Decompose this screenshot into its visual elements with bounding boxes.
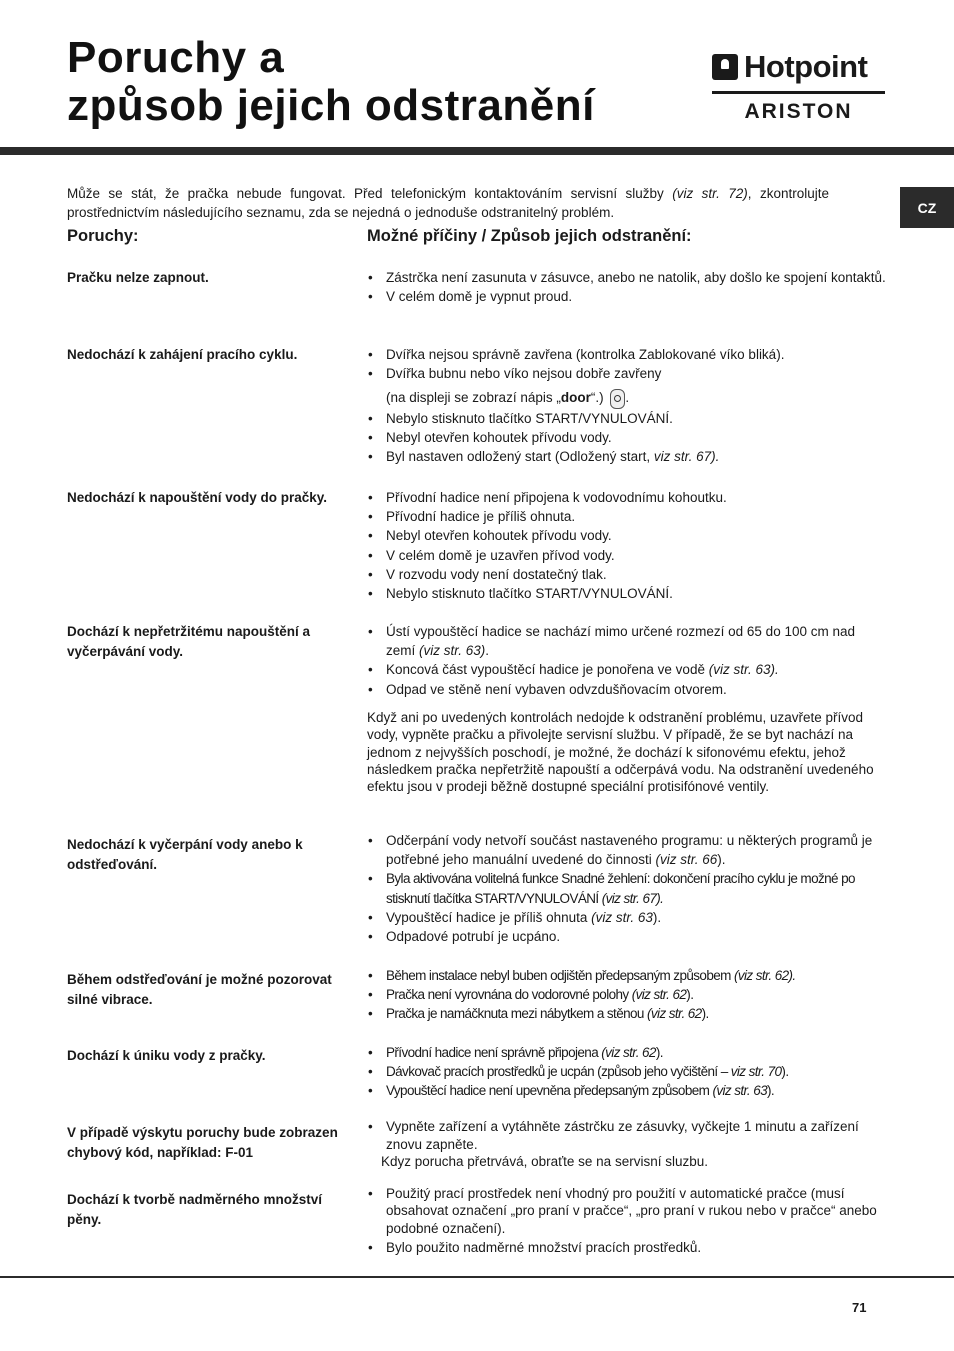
list-item: • Ústí vypouštěcí hadice se nachází mimo určené rozmezí od 65 do 100 cm nad zemí (viz str. 63). xyxy=(367,622,887,660)
door-lock-icon xyxy=(610,389,625,409)
fault-label: Pračku nelze zapnout. xyxy=(67,270,209,285)
fault-label: Nedochází k vyčerpání vody anebo k odstřeďování. xyxy=(67,837,303,872)
fault-label: Během odstřeďování je možné pozorovat silné vibrace. xyxy=(67,972,332,1007)
list-item: • Dvířka nejsou správně zavřena (kontrolka Zablokované víko bliká). xyxy=(367,345,887,364)
logo-brand: Hotpoint xyxy=(744,49,868,84)
hotpoint-logo-icon xyxy=(712,54,738,80)
list-item: • Vypouštěcí hadice není upevněna předepsaným způsobem (viz str. 63). xyxy=(367,1081,887,1100)
intro-text: Může se stát, že pračka nebude fungovat. Před telefonickým kontaktováním servisní služby (viz str. 72), zkontrolujte prostřednictvím následujícího seznamu, zda se nejedná o jednoduše odstranitelný problém. xyxy=(67,186,829,220)
page-number: 71 xyxy=(852,1300,867,1315)
list-item: • Pračka je namáčknuta mezi nábytkem a stěnou (viz str. 62). xyxy=(367,1004,887,1023)
list-item: • V rozvodu vody není dostatečný tlak. xyxy=(367,565,887,584)
cause-list xyxy=(367,1185,887,1257)
list-item: • Dvířka bubnu nebo víko nejsou dobře zavřeny (na displeji se zobrazí nápis „door“.) . xyxy=(367,364,887,409)
list-item: • Byl nastaven odložený start (Odložený start, viz str. 67). xyxy=(367,447,887,466)
fault-label: V případě výskytu poruchy bude zobrazen chybový kód, například: F-01 xyxy=(67,1125,338,1160)
list-item: • Nebyl otevřen kohoutek přívodu vody. xyxy=(367,428,887,447)
cause-list xyxy=(367,345,887,466)
list-item: • Během instalace nebyl buben odjištěn předepsaným způsobem (viz str. 62). xyxy=(367,966,887,985)
list-item: • Přívodní hadice je příliš ohnuta. xyxy=(367,507,887,526)
list-item: • Dávkovač pracích prostředků je ucpán (způsob jeho vyčištění – viz str. 70). xyxy=(367,1062,887,1081)
list-item: • Použitý prací prostředek není vhodný pro použití v automatické pračce (musí obsahovat označení „pro praní v pračce“, „pro praní v rukou nebo v pračce“ anebo podobné označení). xyxy=(367,1185,887,1237)
fault-label: Nedochází k napouštění vody do pračky. xyxy=(67,490,328,505)
footer-divider xyxy=(0,1276,954,1278)
cause-list xyxy=(367,1118,887,1171)
intro-ref: (viz str. 72) xyxy=(672,186,748,201)
cause-list xyxy=(367,831,887,946)
list-item: • Odpad ve stěně není vybaven odvzdušňovacím otvorem. xyxy=(367,680,887,699)
fault-label: Nedochází k zahájení pracího cyklu. xyxy=(67,347,298,362)
cause-list xyxy=(367,1043,887,1101)
logo-sub: ARISTON xyxy=(744,100,853,123)
cause-list xyxy=(367,966,887,1024)
list-item: • V celém domě je vypnut proud. xyxy=(367,287,887,306)
list-item: • Pračka není vyrovnána do vodorovné polohy (viz str. 62). xyxy=(367,985,887,1004)
list-item: • Byla aktivována volitelná funkce Snadné žehlení: dokončení pracího cyklu je možné po stisknutí tlačítka START/VYNULOVÁNÍ (viz str. 67). xyxy=(367,869,887,907)
list-item: • Koncová část vypouštěcí hadice je ponořena ve vodě (viz str. 63). xyxy=(367,660,887,679)
fault-label: Dochází k úniku vody z pračky. xyxy=(67,1048,266,1063)
list-item: • Vypněte zařízení a vytáhněte zástrčku ze zásuvky, vyčkejte 1 minutu a zařízení znovu zapněte. xyxy=(367,1118,887,1153)
cause-note: Kdyz porucha přetrvává, obraťte se na servisní sluzbu. xyxy=(381,1154,708,1169)
list-item: • Přívodní hadice není správně připojena (viz str. 62). xyxy=(367,1043,887,1062)
causes-heading: Možné příčiny / Způsob jejich odstranění: xyxy=(367,227,692,245)
page-title-line2: způsob jejich odstranění xyxy=(67,81,595,130)
list-item: • Nebylo stisknuto tlačítko START/VYNULOVÁNÍ. xyxy=(367,584,887,603)
faults-heading: Poruchy: xyxy=(67,227,139,245)
list-item: • Zástrčka není zasunuta v zásuvce, anebo ne natolik, aby došlo ke spojení kontaktů. xyxy=(367,268,887,287)
list-item: • Přívodní hadice není připojena k vodovodnímu kohoutku. xyxy=(367,488,887,507)
list-item: • Vypouštěcí hadice je příliš ohnuta (viz str. 63). xyxy=(367,908,887,927)
hotpoint-ariston-logo xyxy=(712,50,887,125)
language-tab: CZ xyxy=(900,187,954,228)
cause-list xyxy=(367,488,887,603)
page-title-line1: Poruchy a xyxy=(67,33,285,82)
list-item: • Odpadové potrubí je ucpáno. xyxy=(367,927,887,946)
list-item: • Nebylo stisknuto tlačítko START/VYNULOVÁNÍ. xyxy=(367,409,887,428)
list-item: • Odčerpání vody netvoří součást nastaveného programu: u některých programů je potřebné jeho manuální uvedené do činnosti (viz str. 66). xyxy=(367,831,887,869)
list-item: • V celém domě je uzavřen přívod vody. xyxy=(367,546,887,565)
cause-list xyxy=(367,268,887,306)
fault-label: Dochází k nepřetržitému napouštění a vyčerpávání vody. xyxy=(67,624,311,659)
page-title xyxy=(67,34,595,130)
list-item: • Bylo použito nadměrné množství pracích prostředků. xyxy=(367,1238,887,1257)
list-item: • Nebyl otevřen kohoutek přívodu vody. xyxy=(367,526,887,545)
header-divider xyxy=(0,147,954,155)
fault-label: Dochází k tvorbě nadměrného množství pěny. xyxy=(67,1192,323,1227)
door-message: door xyxy=(560,390,591,406)
logo-divider xyxy=(712,91,885,94)
cause-note: Když ani po uvedených kontrolách nedojde k odstranění problému, uzavřete přívod vody, vypněte pračku a přivolejte servisní službu. V případě, že se byt nachází na jednom z nejvyšších poschodí, je možné, že dochází k sifonovému efektu, jehož následkem pračka nepřetržitě napouští a odčerpává vodu. Na odstranění uvedeného efektu jsou v prodeji běžně dostupné speciální protisifónové ventily. xyxy=(367,709,874,795)
cause-list xyxy=(367,622,887,796)
